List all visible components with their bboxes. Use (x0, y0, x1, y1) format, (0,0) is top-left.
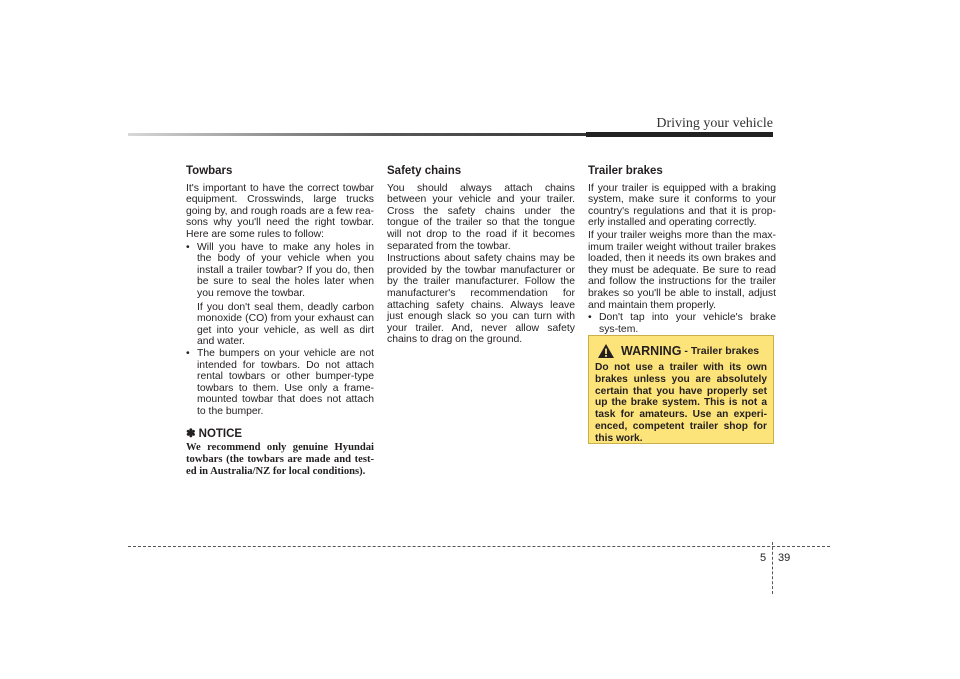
footer-rule (128, 546, 830, 547)
notice-title (186, 429, 374, 441)
towbars-rules-list (186, 242, 374, 300)
safety-chains-heading: Safety chains (387, 165, 462, 177)
notice-mark-icon: ✽ (186, 428, 196, 441)
safety-chains-paragraph-1: You should always attach chains between your vehicle and your trailer. Cross the safety chains under the tongue of the trailer so that the tongue will not drop to the road if it becomes separated from the towbar. (387, 182, 575, 252)
notice-label: NOTICE (198, 428, 243, 441)
warning-triangle-icon (597, 343, 615, 359)
safety-chains-paragraph-2: Instructions about safety chains may be provided by the towbar manufacturer or by the trailer manufacturer. Follow the manufacturer's recommendation for attaching safety chains. Always leave just enough slack so you can turn with your trailer. And, never allow safety chains to drag on the ground. (387, 253, 575, 346)
trailer-brakes-column (588, 166, 776, 335)
towbars-heading: Towbars (186, 165, 233, 177)
trailer-brakes-paragraph-2: If your trailer weighs more than the max-imum trailer weight without trailer brakes loaded, then it needs its own brakes and they must be adequate. Be sure to read and follow the instructions for the trailer brakes so you'll be able to install, adjust and maintain them properly. (588, 229, 776, 311)
trailer-brakes-list (588, 312, 776, 335)
towbars-rule-bumpers-text: The bumpers on your vehicle are not intended for towbars. Do not attach rental towbars or other bumper-type towbars to them. Use only a frame-mounted towbar that does not attach to the bumper. (197, 347, 374, 417)
warning-label: WARNING (621, 344, 682, 358)
towbars-intro: It's important to have the correct towbar equipment. Crosswinds, large trucks going by, and rough roads are a few rea-sons why you'll need the right towbar. Here are some rules to follow: (186, 182, 374, 240)
header-rule-accent (586, 132, 773, 137)
warning-body: Do not use a trailer with its own brakes unless you are absolutely certain that you have properly set up the brake system. This is not a task for amateurs. Use an experi-enced, competent trailer shop for this work. (595, 362, 767, 444)
towbars-rule-holes-note: If you don't seal them, deadly carbon monoxide (CO) from your exhaust can get into your vehicle, as well as dirt and water. (197, 301, 374, 348)
warning-box (588, 335, 774, 444)
trailer-brakes-heading: Trailer brakes (588, 165, 663, 177)
warning-subtitle: - Trailer brakes (684, 345, 760, 357)
towbars-rule-holes (186, 242, 374, 300)
warning-header (595, 343, 767, 359)
trailer-brakes-rule (588, 312, 776, 335)
page-number: 39 (778, 552, 791, 564)
chapter-number: 5 (760, 552, 767, 564)
notice-body: We recommend only genuine Hyundai towbars (the towbars are made and test-ed in Australia/NZ for local conditions). (186, 442, 374, 477)
trailer-brakes-paragraph-1: If your trailer is equipped with a braking system, make sure it conforms to your country's regulations and that it is prop-erly installed and operating correctly. (588, 182, 776, 229)
towbars-rule-holes-text: Will you have to make any holes in the body of your vehicle when you install a trailer towbar? If you do, then be sure to seal the holes later when you remove the towbar. (197, 241, 374, 299)
towbars-rules-list-2 (186, 348, 374, 418)
header-title: Driving your vehicle (656, 116, 773, 131)
safety-chains-column (387, 166, 575, 347)
footer-divider (772, 542, 773, 594)
trailer-brakes-rule-text: Don't tap into your vehicle's brake sys-tem. (599, 312, 776, 335)
towbars-rule-bumpers (186, 348, 374, 418)
towbars-column (186, 166, 374, 477)
